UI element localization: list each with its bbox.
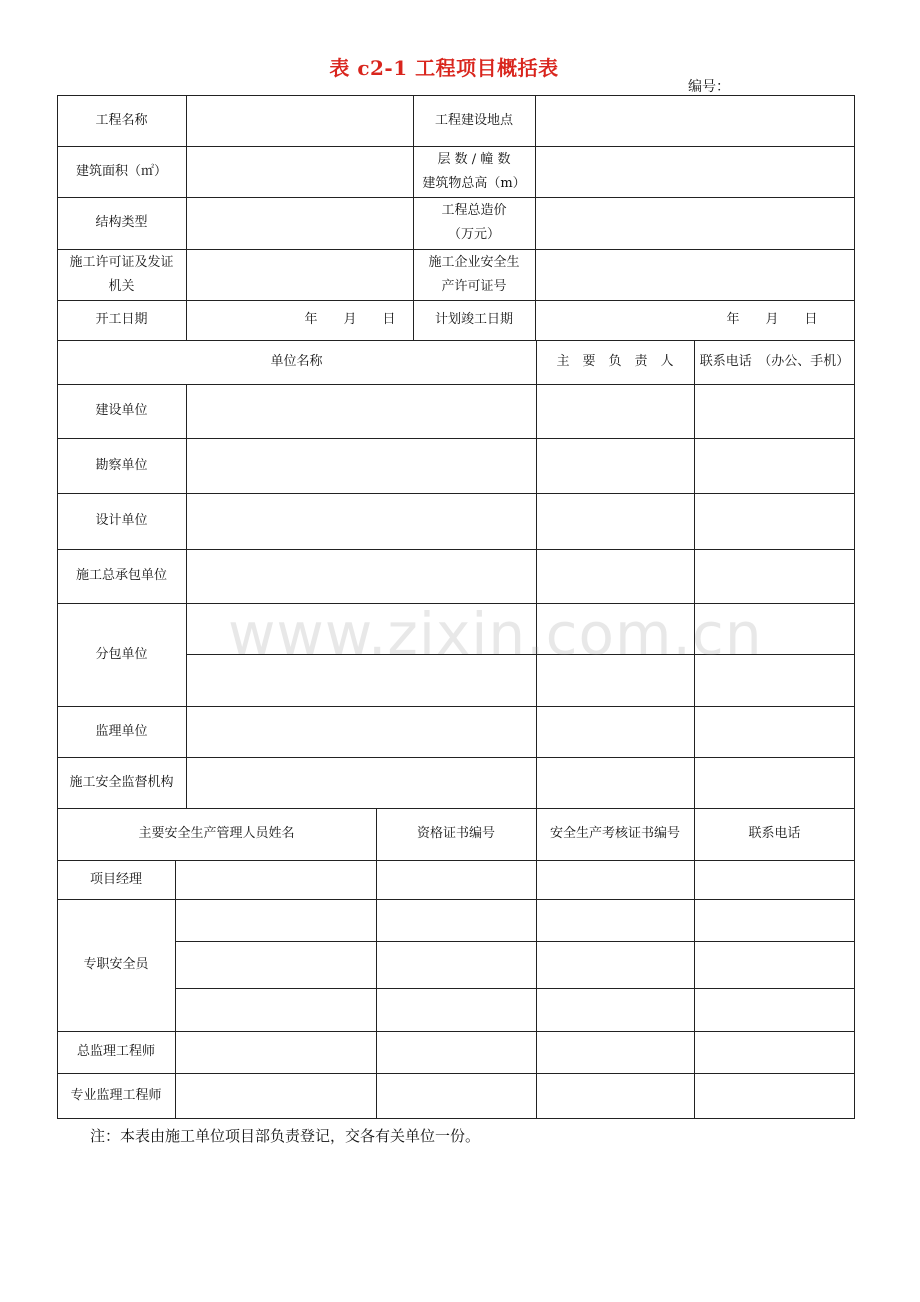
table-border-bottom	[57, 1118, 855, 1119]
label-safety-supervision-agency: 施工安全监督机构	[69, 774, 174, 790]
label-safety-permit	[413, 249, 535, 300]
label-general-contractor: 施工总承包单位	[75, 568, 167, 583]
label-planned-completion: 计划竣工日期	[434, 312, 513, 327]
column-divider	[694, 340, 695, 808]
label-project-name: 工程名称	[95, 112, 148, 128]
column-divider	[535, 95, 536, 340]
label-chief-supervisor: 总监理工程师	[76, 1044, 155, 1059]
watermark: www.zixin.com.cn	[228, 600, 763, 668]
label-permit-line2: 机关	[108, 278, 135, 294]
label-total-cost	[413, 197, 535, 249]
label-total-cost-title: 工程总造价	[441, 203, 507, 218]
column-divider	[536, 340, 537, 808]
row-divider	[175, 988, 855, 989]
label-floors-height	[413, 146, 535, 197]
header-contact-phone: 联系电话 （办公、手机）	[699, 354, 850, 369]
completion-date-placeholder: 年 月 日	[726, 312, 818, 327]
column-divider	[186, 95, 187, 340]
form-title: 表 c2-1 工程项目概括表	[329, 56, 559, 80]
label-building-area: 建筑面积（㎡）	[75, 163, 167, 179]
header-staff-name: 主要安全生产管理人员姓名	[138, 826, 295, 841]
label-safety-permit-line1: 施工企业安全生	[428, 254, 520, 270]
row-divider	[57, 899, 855, 900]
label-structure-type: 结构类型	[95, 215, 148, 230]
header-cert-number: 资格证书编号	[416, 826, 495, 841]
label-start-date: 开工日期	[95, 312, 148, 327]
row-divider	[175, 941, 855, 942]
label-survey-unit: 勘察单位	[95, 457, 148, 473]
label-supervision-unit: 监理单位	[95, 723, 148, 739]
label-safety-officer: 专职安全员	[83, 957, 149, 972]
label-construction-unit: 建设单位	[95, 403, 148, 418]
serial-number-label: 编号：	[688, 79, 730, 95]
row-divider	[57, 860, 855, 861]
label-floors: 层 数 / 幢 数	[437, 151, 511, 167]
row-divider	[57, 1031, 855, 1032]
label-permit-line1: 施工许可证及发证	[69, 254, 174, 270]
label-safety-permit-line2: 产许可证号	[441, 278, 507, 294]
column-divider	[175, 860, 176, 1119]
label-project-manager: 项目经理	[89, 871, 142, 887]
label-total-cost-unit: （万元）	[447, 227, 500, 242]
row-divider	[57, 1073, 855, 1074]
label-building-height: 建筑物总高（m）	[422, 175, 526, 191]
project-overview-table	[57, 95, 855, 1119]
label-specialist-supervisor: 专业监理工程师	[70, 1087, 162, 1103]
footnote: 注：本表由施工单位项目部负责登记，交各有关单位一份。	[90, 1127, 481, 1145]
label-subcontractor: 分包单位	[95, 646, 148, 662]
label-project-location: 工程建设地点	[434, 112, 513, 128]
row-divider	[186, 654, 855, 655]
column-divider	[186, 384, 187, 808]
header-unit-name: 单位名称	[270, 354, 323, 369]
header-safety-cert-number: 安全生产考核证书编号	[549, 826, 680, 841]
start-date-placeholder: 年 月 日	[304, 312, 396, 327]
header-principal: 主 要 负 责 人	[556, 354, 674, 369]
header-phone: 联系电话	[748, 826, 801, 841]
label-construction-permit	[57, 249, 186, 300]
label-design-unit: 设计单位	[95, 513, 148, 528]
